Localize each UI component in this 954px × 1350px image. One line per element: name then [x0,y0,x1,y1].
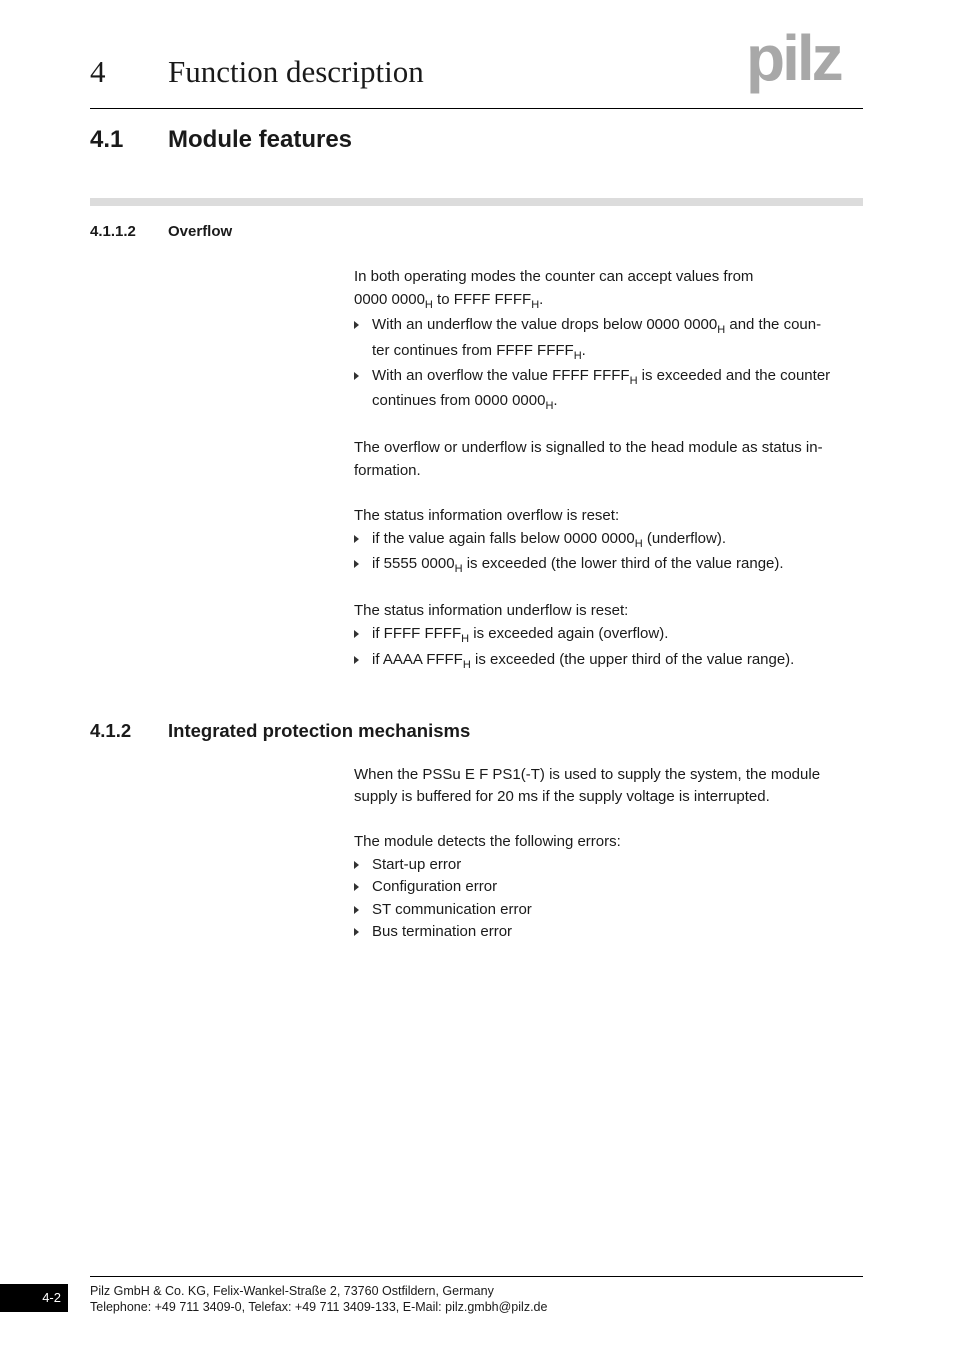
reset-underflow-heading: The status information underflow is reset: [354,602,629,619]
page-number: 4-2 [42,1290,61,1305]
overflow-intro-line2: 0000 $0000_H$ to FFFF $FFFF_H$. [354,291,544,311]
overflow-intro-line1: In both operating modes the counter can accept values from [354,268,754,285]
protection-para-line1: When the PSSu E F PS1(-T) is used to supply the system, the module [354,766,821,783]
bullet-arrow-icon [354,321,359,329]
bullet-arrow-icon [354,630,359,638]
signal-line2: formation. [354,462,421,479]
errors-heading: The module detects the following errors: [354,833,621,850]
reset-overflow-heading: The status information overflow is reset: [354,507,620,524]
bullet-arrow-icon [354,928,359,936]
bullet-arrow-icon [354,906,359,914]
header-rule [90,108,863,109]
section-number: 4.1 [90,126,124,153]
bullet-arrow-icon [354,883,359,891]
logo-text: pilz [746,28,841,94]
page-number-box [0,1284,68,1312]
bullet-arrow-icon [354,656,359,664]
chapter-number: 4 [90,54,106,89]
pilz-logo [746,28,866,94]
bullet-arrow-icon [354,560,359,568]
protection-para-line2: supply is buffered for 20 ms if the supply voltage is interrupted. [354,788,770,805]
section-title: Module features [168,126,353,153]
bullet-arrow-icon [354,372,359,380]
bullet-arrow-icon [354,861,359,869]
bullet-arrow-icon [354,535,359,543]
overflow-heading-title: Overflow [168,223,233,240]
footer-contact: Telephone: +49 711 3409-0, Telefax: +49 711 3409-133, E-Mail: pilz.gmbh@pilz.de [90,1300,548,1314]
overflow-heading-number: 4.1.1.2 [90,223,136,240]
protection-heading-number: 4.1.2 [90,720,132,741]
protection-heading-title: Integrated protection mechanisms [168,720,471,741]
footer-rule [90,1276,863,1277]
chapter-title: Function description [168,54,424,89]
section-divider-bar [90,198,863,206]
footer-address: Pilz GmbH & Co. KG, Felix-Wankel-Straße 2, 73760 Ostfildern, Germany [90,1284,494,1298]
signal-line1: The overflow or underflow is signalled to the head module as status in- [354,439,823,456]
